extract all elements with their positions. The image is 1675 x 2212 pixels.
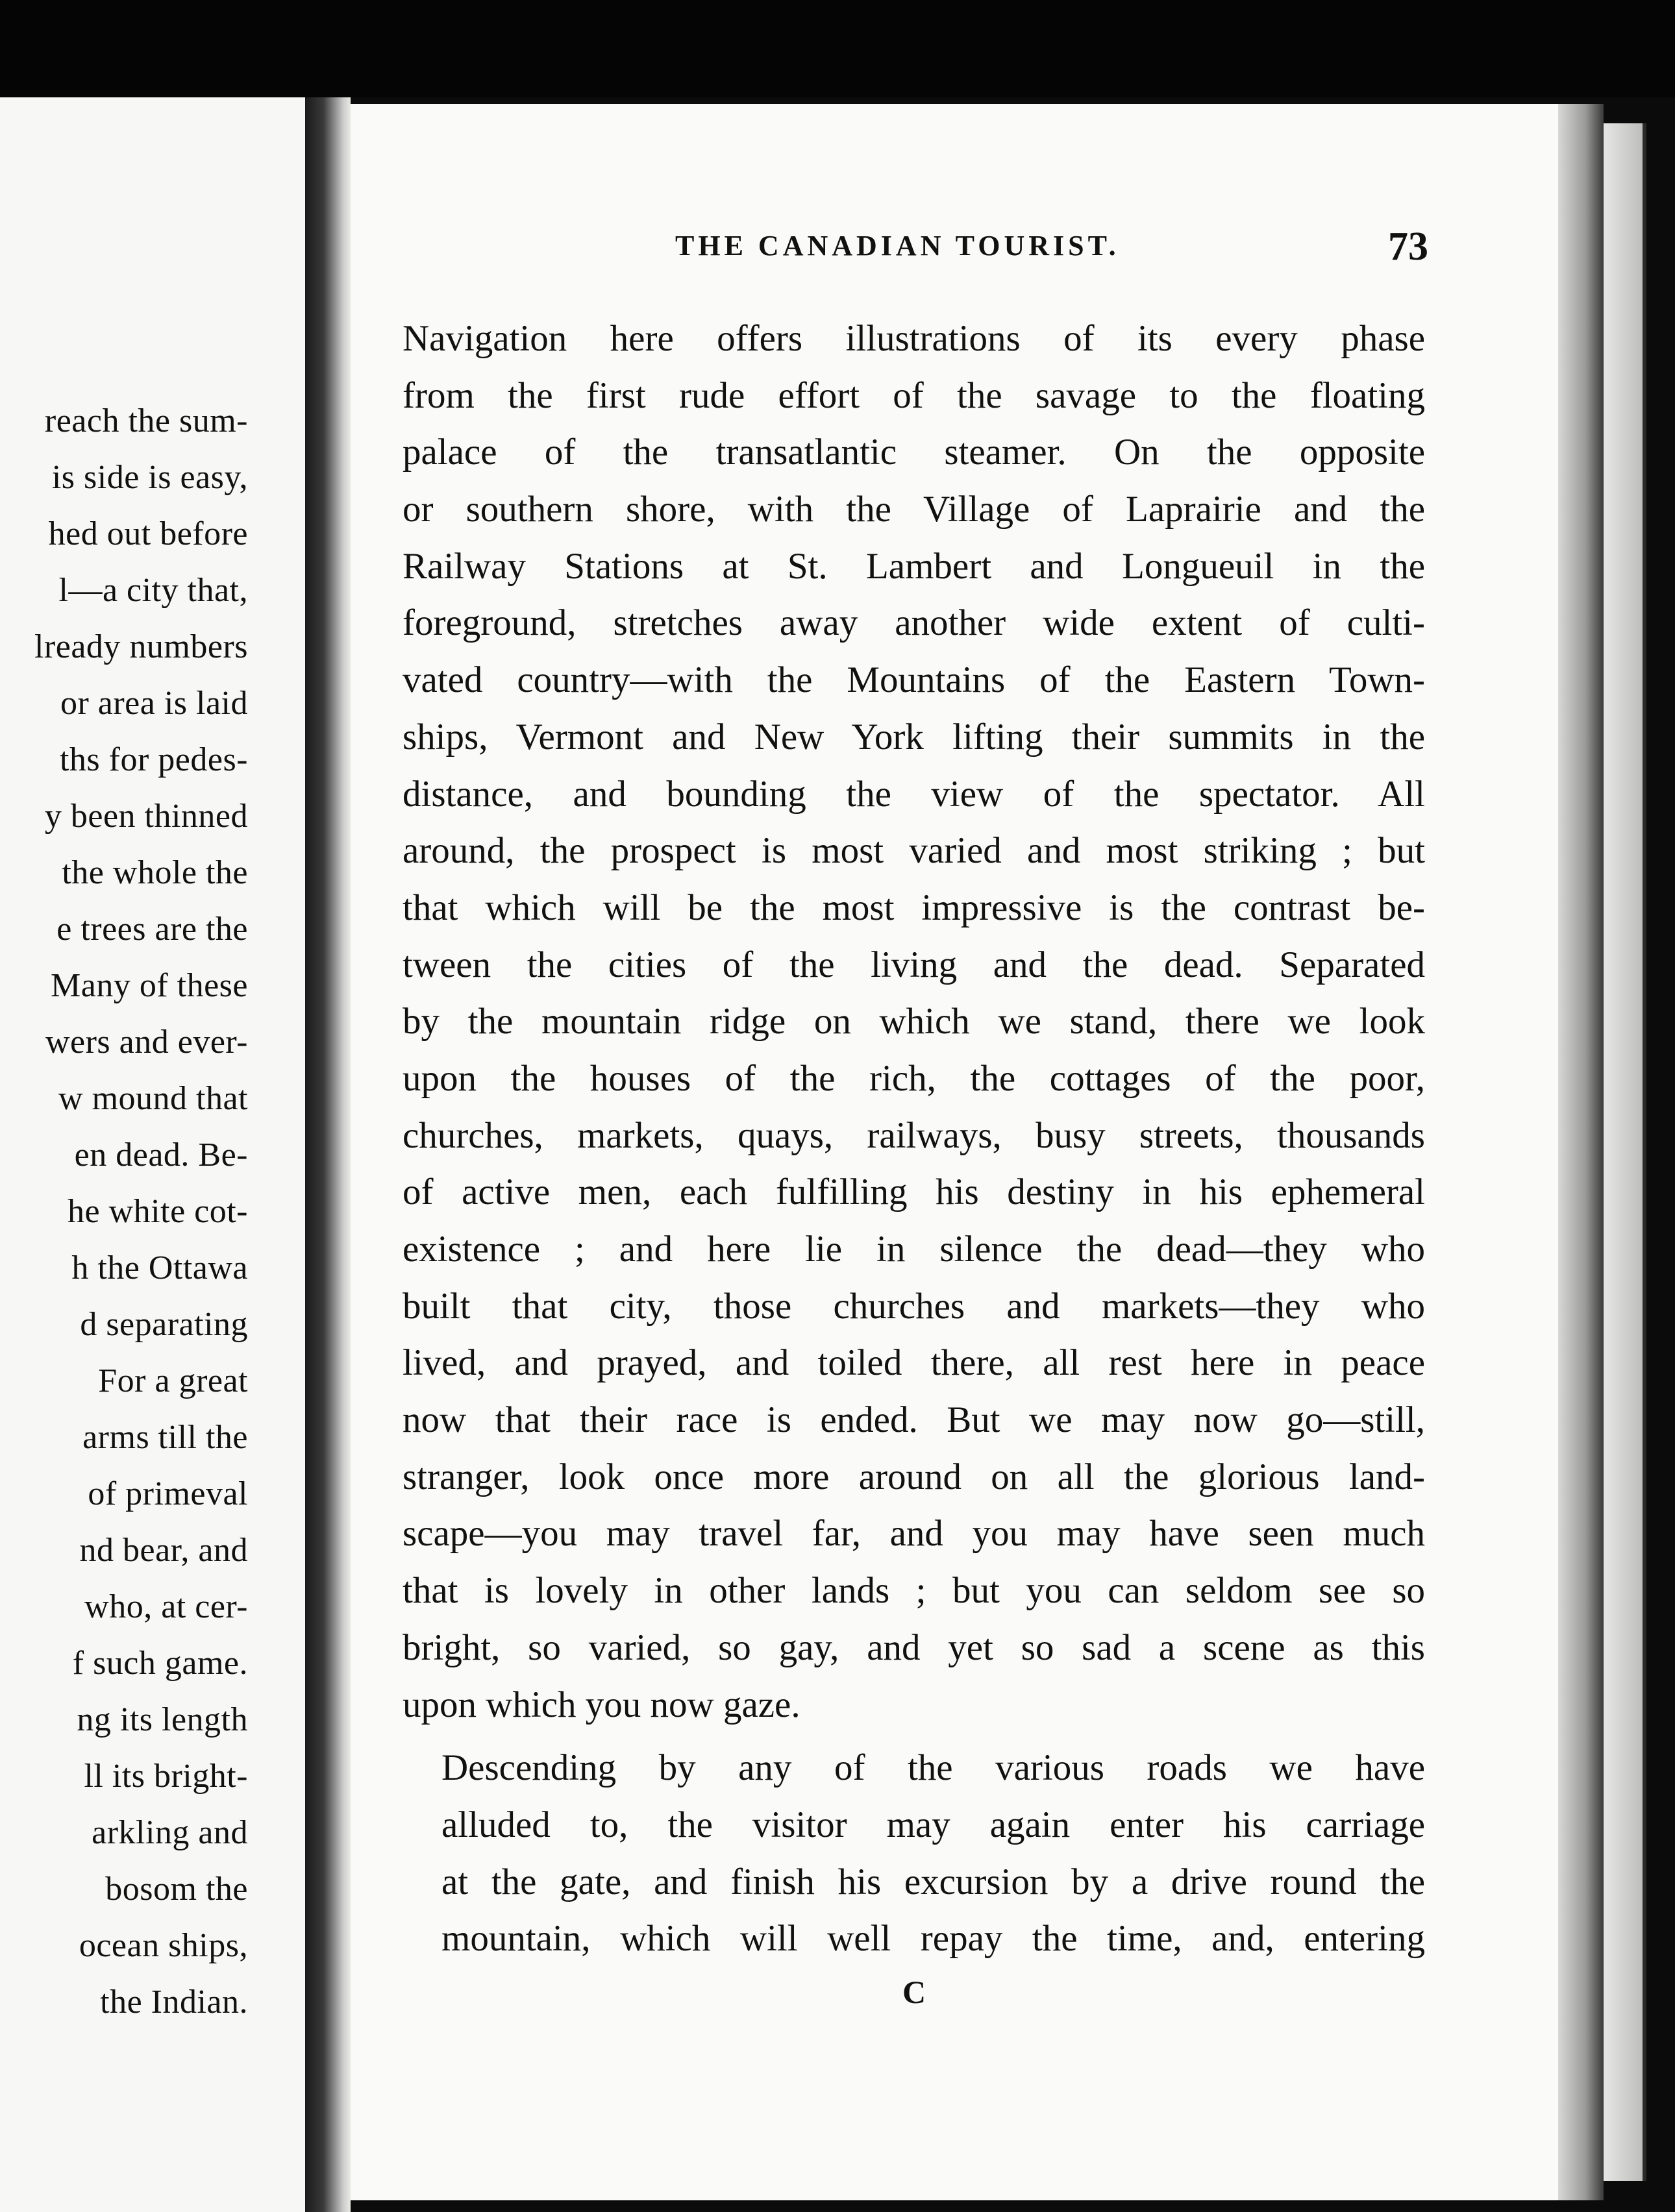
text-line: vated country—with the Mountains of the Eastern Town- [403,659,1425,701]
left-page-line: f such game. [72,1645,248,1682]
text-line: ships, Vermont and New York lifting their summits in the [403,716,1425,757]
text-line: upon which you now gaze. [403,1684,800,1725]
text-line: Railway Stations at St. Lambert and Longueuil in the [403,545,1425,587]
left-page-line: reach the sum- [44,402,248,439]
left-page-line: d separating [80,1306,248,1343]
signature-mark: C [902,1974,926,2010]
left-page-line: is side is easy, [51,459,248,496]
text-line: now that their race is ended. But we may now go—still, [403,1399,1425,1441]
text-line: stranger, look once more around on all the glorious land- [403,1456,1425,1497]
left-page-line: en dead. Be- [74,1137,248,1174]
left-page-line: y been thinned [44,798,248,835]
text-line: upon the houses of the rich, the cottages of the poor, [403,1057,1425,1099]
paragraph-1 [403,310,1425,1733]
left-page-line: e trees are the [56,911,248,948]
text-line: Navigation here offers illustrations of its every phase [403,318,1425,359]
left-page-line: Many of these [51,967,248,1004]
left-page [0,97,310,2212]
text-line: around, the prospect is most varied and most striking ; but [403,830,1425,872]
left-page-line: wers and ever- [45,1024,248,1061]
left-page-line: ng its length [77,1701,248,1738]
text-line: scape—you may travel far, and you may have seen much [403,1513,1425,1555]
left-page-line: bosom the [105,1871,248,1908]
left-page-line: the whole the [62,854,248,891]
cover-edge [1604,123,1646,2181]
left-page-line: ocean ships, [79,1927,248,1964]
text-line: built that city, those churches and markets—they who [403,1285,1425,1327]
text-line: that is lovely in other lands ; but you can seldom see so [403,1570,1425,1612]
left-page-line: the Indian. [100,1984,248,2021]
left-page-line: ll its bright- [84,1758,248,1795]
text-line: that which will be the most impressive is the contrast be- [403,887,1425,928]
left-page-line: h the Ottawa [71,1249,248,1286]
text-line: alluded to, the visitor may again enter his carriage [441,1804,1425,1845]
left-page-line: w mound that [58,1080,248,1117]
text-line: distance, and bounding the view of the spectator. All [403,773,1425,815]
body-text [403,310,1425,1967]
text-line: or southern shore, with the Village of Laprairie and the [403,489,1425,530]
text-line: existence ; and here lie in silence the dead—they who [403,1229,1425,1270]
running-head [675,224,1428,269]
text-line: Descending by any of the various roads we have [441,1747,1425,1789]
page-number: 73 [1388,225,1428,269]
scan-top-border [0,0,1675,97]
left-page-line: ths for pedes- [59,741,248,778]
text-line: from the first rude effort of the savage to the floating [403,375,1425,416]
paragraph-2 [403,1739,1425,1967]
page-edge [1558,104,1604,2200]
left-page-line: For a great [98,1362,248,1399]
running-head-title: THE CANADIAN TOURIST. [675,230,1120,262]
left-page-line: or area is laid [60,685,248,722]
left-page-line: of primeval [88,1475,248,1512]
text-line: at the gate, and finish his excursion by a drive round the [441,1861,1425,1902]
left-page-line: nd bear, and [79,1532,248,1569]
text-line: palace of the transatlantic steamer. On the opposite [403,432,1425,473]
text-line: of active men, each fulfilling his destiny in his ephemeral [403,1172,1425,1213]
text-line: lived, and prayed, and toiled there, all rest here in peace [403,1342,1425,1384]
text-line: churches, markets, quays, railways, busy streets, thousands [403,1114,1425,1156]
book-gutter [305,97,351,2212]
left-page-line: hed out before [48,515,248,552]
left-page-line: l—a city that, [58,572,248,609]
text-line: bright, so varied, so gay, and yet so sad a scene as this [403,1627,1425,1668]
left-page-text [0,393,286,2030]
left-page-line: lready numbers [34,628,248,665]
text-line: mountain, which will well repay the time, and, entering [441,1918,1425,1960]
left-page-line: he white cot- [68,1193,248,1230]
left-page-line: arms till the [82,1419,248,1456]
left-page-line: arkling and [92,1814,248,1851]
text-line: tween the cities of the living and the dead. Separated [403,944,1425,985]
left-page-line: who, at cer- [84,1588,248,1625]
text-line: by the mountain ridge on which we stand, there we look [403,1001,1425,1042]
text-line: foreground, stretches away another wide extent of culti- [403,602,1425,644]
